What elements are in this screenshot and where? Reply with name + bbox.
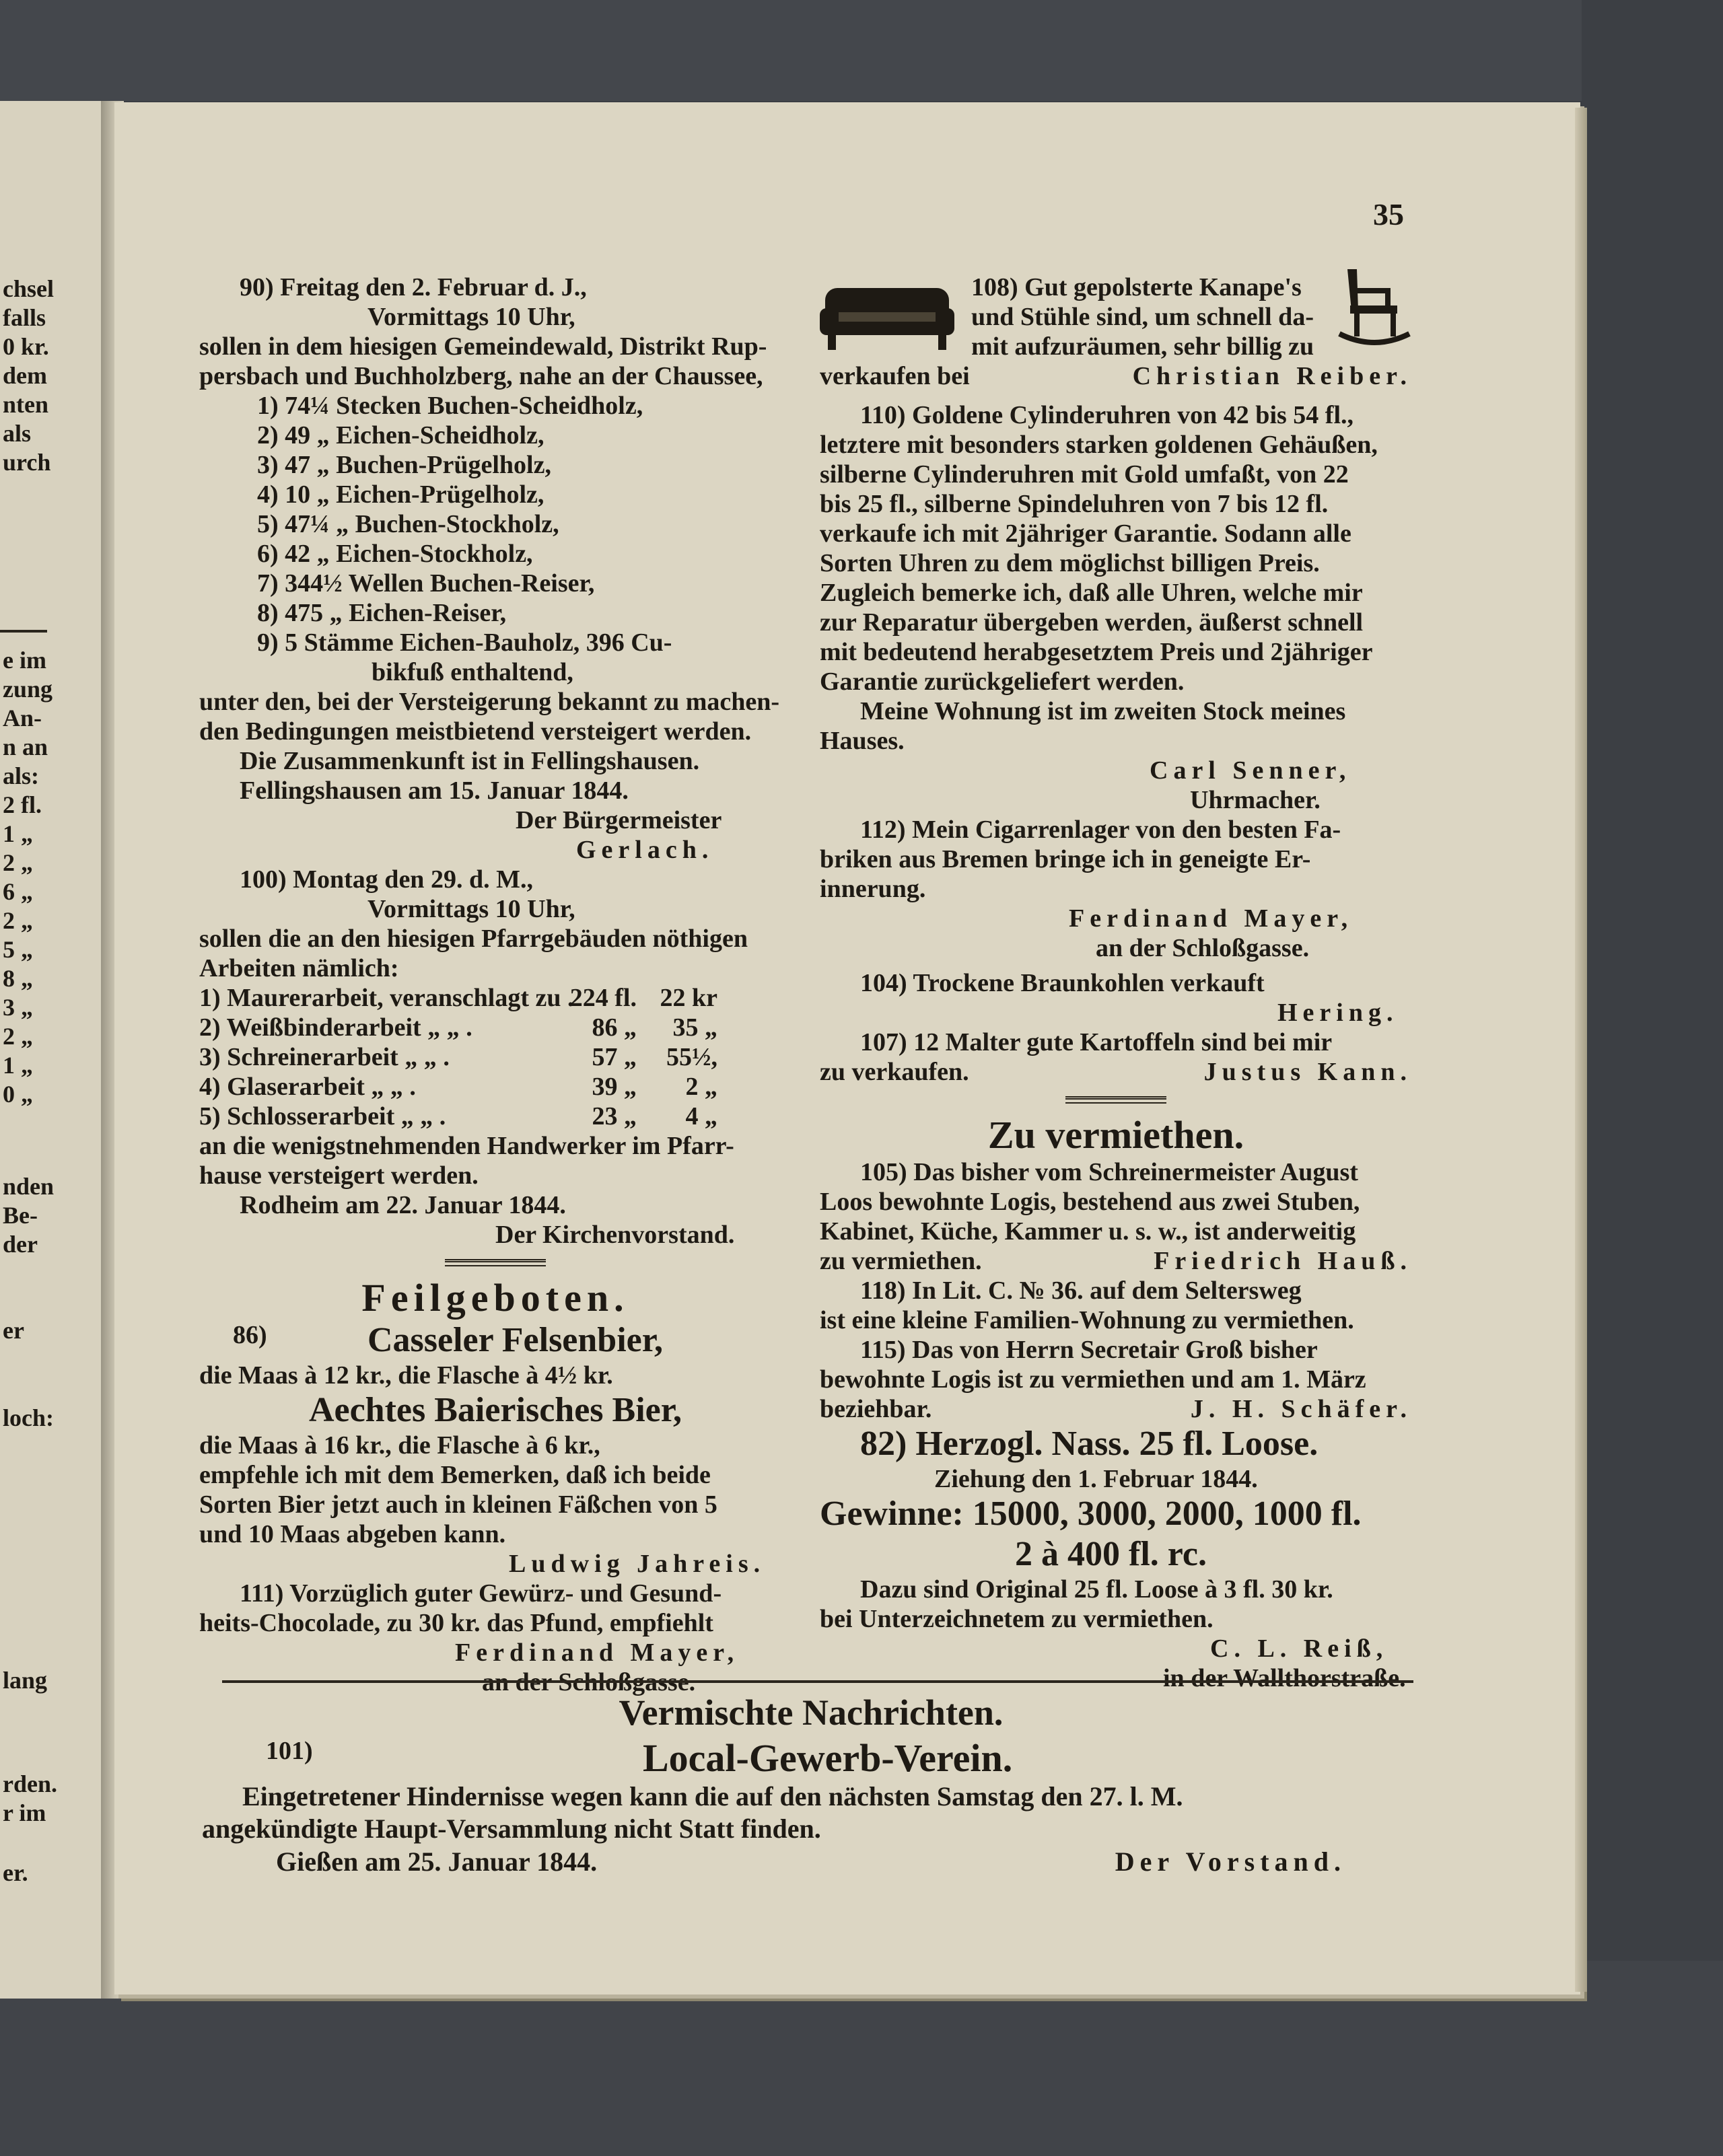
ad-90-line: den Bedingungen meistbietend versteigert werden. [199, 717, 752, 746]
ad-105-last-row [820, 1246, 1412, 1276]
cost-table-cell: 57 „ [592, 1043, 637, 1071]
ad-100-line: 100) Montag den 29. d. M., [240, 865, 533, 894]
ad-100-cost-table [199, 983, 792, 1131]
cost-table-cell: 55½, [666, 1043, 717, 1071]
ad-115-line: beziehbar. [820, 1395, 932, 1423]
ad-90-signature: Der Bürgermeister [516, 806, 722, 834]
ad-101-last-row [202, 1845, 1420, 1879]
ad-105-line: Loos bewohnte Logis, bestehend aus zwei Stuben, [820, 1188, 1360, 1216]
ad-101-line: angekündigte Haupt-Versammlung nicht Statt finden. [202, 1813, 821, 1844]
ad-100 [199, 865, 792, 1250]
ad-86-signature: Ludwig Jahreis. [509, 1550, 766, 1578]
section-rule [222, 1680, 1413, 1683]
section-heading-zu-vermiethen: Zu vermiethen. [987, 1113, 1244, 1157]
cost-table-cell: 224 fl. [569, 984, 637, 1012]
ad-112-signature: an der Schloßgasse. [1096, 934, 1310, 962]
left-fragment-block-h [3, 1859, 28, 1888]
ad-100-line: an die wenigstnehmenden Handwerker im Pfarr- [199, 1132, 734, 1160]
ad-105-line: zu vermiethen. [820, 1247, 982, 1275]
ad-111-line: 111) Vorzüglich guter Gewürz- und Gesund- [240, 1579, 722, 1608]
ad-112-signature: Ferdinand Mayer, [1069, 904, 1353, 933]
ad-82 [820, 1424, 1412, 1693]
ad-105-line: Kabinet, Küche, Kammer u. s. w., ist anderweitig [820, 1217, 1356, 1246]
text-line: 3) 47 „ Buchen-Prügelholz, [257, 451, 551, 479]
ad-90-line: Fellingshausen am 15. Januar 1844. [240, 777, 629, 805]
left-fragment-line: n an [3, 733, 48, 760]
left-fragment-line: An- [3, 705, 42, 731]
cost-table-cell: 4 „ [685, 1102, 717, 1130]
ad-100-line: Arbeiten nämlich: [199, 954, 399, 982]
text-line: 9) 5 Stämme Eichen-Bauholz, 396 Cu- [257, 628, 672, 657]
text-line: 110) Goldene Cylinderuhren von 42 bis 54 fl., [860, 401, 1354, 429]
ad-118-line: 118) In Lit. C. № 36. auf dem Seltersweg [860, 1277, 1302, 1305]
left-fragment-line: loch: [3, 1404, 54, 1431]
text-line: mit bedeutend herabgesetztem Preis und 2jähriger [820, 638, 1373, 666]
scan-background-right [1582, 0, 1723, 2156]
ad-101-signature: Der Vorstand. [1115, 1846, 1346, 1877]
left-fragment-line: rden. [3, 1770, 57, 1797]
left-fragment-line: dem [3, 362, 47, 389]
ad-82-prizes: 2 à 400 fl. rc. [1015, 1535, 1207, 1573]
ad-107 [820, 1028, 1412, 1087]
ad-90-line: sollen in dem hiesigen Gemeindewald, Distrikt Rup- [199, 332, 767, 361]
page-number: 35 [1373, 197, 1404, 231]
ad-104-line: 104) Trockene Braunkohlen verkauft [860, 969, 1265, 997]
cost-table-cell: 4) Glaserarbeit „ „ . [199, 1073, 416, 1101]
cost-table-row [199, 983, 792, 1013]
ad-90-line: unter den, bei der Versteigerung bekannt zu machen- [199, 688, 780, 716]
ad-86-number: 86) [233, 1321, 267, 1349]
ad-101-line: Eingetretener Hindernisse wegen kann die auf den nächsten Samstag den 27. l. M. [242, 1781, 1183, 1811]
ad-90-line: Die Zusammenkunft ist in Fellingshausen. [240, 747, 700, 775]
cost-table-cell: 22 kr [660, 984, 717, 1012]
left-fragment-line: als: [3, 762, 39, 789]
left-fragment-line: 0 kr. [3, 333, 49, 360]
ad-82-prizes: Gewinne: 15000, 3000, 2000, 1000 fl. [820, 1495, 1362, 1533]
scan-background-top [0, 0, 1723, 101]
left-fragment-line: 3 „ [3, 994, 33, 1021]
ad-111 [199, 1579, 792, 1697]
ad-82-title: 82) Herzogl. Nass. 25 fl. Loose. [860, 1425, 1318, 1463]
ad-118 [820, 1276, 1412, 1335]
section-heading-feilgeboten: Feilgeboten. [361, 1276, 629, 1320]
ad-111-signature: Ferdinand Mayer, [455, 1639, 740, 1667]
ad-105-signature: Friedrich Hauß. [1154, 1247, 1412, 1275]
ad-108-line: mit aufzuräumen, sehr billig zu [971, 332, 1314, 361]
left-fragment-block-a [3, 275, 54, 477]
ad-108 [820, 273, 1412, 391]
ad-115-line: 115) Das von Herrn Secretair Groß bisher [860, 1336, 1318, 1364]
text-line: Meine Wohnung ist im zweiten Stock meines [860, 697, 1346, 725]
cost-table-cell: 2) Weißbinderarbeit „ „ . [199, 1013, 472, 1042]
left-fragment-line: lang [3, 1667, 48, 1694]
text-line: 7) 344½ Wellen Buchen-Reiser, [257, 569, 595, 598]
left-fragment-line: e im [3, 647, 46, 674]
cost-table-cell: 39 „ [592, 1073, 637, 1101]
ad-107-line: 107) 12 Malter gute Kartoffeln sind bei mir [860, 1028, 1333, 1056]
ad-86-title-2: Aechtes Baierisches Bier, [308, 1391, 682, 1429]
ad-86-line: Sorten Bier jetzt auch in kleinen Fäßchen von 5 [199, 1490, 717, 1519]
left-fragment-line: als [3, 420, 32, 447]
ad-86-line: die Maas à 12 kr., die Flasche à 4½ kr. [199, 1361, 613, 1390]
ad-108-signature: Christian Reiber. [1132, 362, 1412, 390]
ad-105 [820, 1157, 1412, 1276]
left-fragment-line: Be- [3, 1202, 38, 1229]
left-fragment-line: 2 „ [3, 1023, 33, 1050]
left-fragment-block-b [3, 646, 52, 1109]
cost-table-row [199, 1072, 792, 1102]
ad-86-title: Casseler Felsenbier, [367, 1321, 664, 1359]
text-line: Garantie zurückgeliefert werden. [820, 668, 1185, 696]
left-fragment-line: chsel [3, 275, 54, 302]
cost-table-cell: 86 „ [592, 1013, 637, 1042]
left-fragment-line: er. [3, 1859, 28, 1886]
left-fragment-line: 0 „ [3, 1081, 33, 1108]
ad-86-line: und 10 Maas abgeben kann. [199, 1520, 506, 1548]
ad-107-line: zu verkaufen. [820, 1058, 969, 1086]
ad-90 [199, 273, 792, 865]
text-line: verkaufe ich mit 2jähriger Garantie. Sodann alle [820, 519, 1351, 548]
left-fragment-line: er [3, 1317, 24, 1344]
text-line: Sorten Uhren zu dem möglichst billigen Preis. [820, 549, 1320, 577]
ad-115 [820, 1335, 1412, 1424]
left-fragment-rule [0, 630, 47, 633]
ad-101-line: Gießen am 25. Januar 1844. [276, 1846, 598, 1877]
ad-112-line: 112) Mein Cigarrenlager von den besten Fa- [860, 816, 1341, 844]
ad-82-line: Dazu sind Original 25 fl. Loose à 3 fl. 30 kr. [860, 1575, 1333, 1604]
left-fragment-line: 6 „ [3, 878, 33, 905]
left-fragment-block-f [3, 1666, 47, 1695]
left-fragment-block-e [3, 1404, 54, 1433]
ad-90-line: 90) Freitag den 2. Februar d. J., [240, 273, 587, 301]
ad-82-line: bei Unterzeichnetem zu vermiethen. [820, 1605, 1214, 1633]
left-fragment-line: 2 „ [3, 907, 33, 934]
ad-82-line: Ziehung den 1. Februar 1844. [934, 1465, 1258, 1493]
cost-table-cell: 3) Schreinerarbeit „ „ . [199, 1043, 450, 1071]
left-fragment-line: 1 „ [3, 820, 33, 847]
ad-108-line: 108) Gut gepolsterte Kanape's [971, 273, 1302, 301]
ad-110 [820, 400, 1412, 756]
text-line: bis 25 fl., silberne Spindeluhren von 7 bis 12 fl. [820, 490, 1329, 518]
left-fragment-line: nden [3, 1173, 55, 1200]
ad-100-line: Vormittags 10 Uhr, [367, 895, 575, 923]
ad-112 [820, 815, 1412, 963]
ad-100-line: Rodheim am 22. Januar 1844. [240, 1191, 566, 1219]
ad-112-line: innerung. [820, 875, 926, 903]
left-fragment-line: 1 „ [3, 1052, 33, 1079]
column-right [820, 273, 1412, 1693]
left-fragment-line: zung [3, 676, 53, 703]
section-heading-vermischte-nachrichten: Vermischte Nachrichten. [619, 1692, 1004, 1733]
text-line: 5) 47¼ „ Buchen-Stockholz, [257, 510, 559, 538]
ad-86-title-row [199, 1320, 792, 1361]
page-edge [1575, 108, 1587, 1992]
ad-100-line: sollen die an den hiesigen Pfarrgebäuden nöthigen [199, 925, 748, 953]
left-fragment-line: falls [3, 304, 46, 331]
ad-101-number: 101) [266, 1737, 313, 1765]
ad-105-line: 105) Das bisher vom Schreinermeister August [860, 1158, 1358, 1186]
ad-104 [820, 968, 1412, 1028]
ad-86 [199, 1320, 792, 1579]
left-fragment-block-c [3, 1172, 54, 1259]
column-left [199, 273, 792, 1697]
ad-100-signature: Der Kirchenvorstand. [495, 1221, 735, 1249]
left-fragment-line: 2 „ [3, 849, 33, 876]
left-fragment-block-d [3, 1316, 24, 1345]
text-line: 1) 74¼ Stecken Buchen-Scheidholz, [257, 392, 643, 420]
text-line: 8) 475 „ Eichen-Reiser, [257, 599, 507, 627]
ad-115-last-row [820, 1394, 1412, 1424]
bottom-section [202, 1689, 1420, 1879]
ad-108-line: und Stühle sind, um schnell da- [971, 303, 1314, 331]
left-fragment-line: 2 fl. [3, 791, 42, 818]
ad-110-signature: Uhrmacher. [1190, 786, 1321, 814]
left-fragment-line: der [3, 1231, 38, 1258]
ad-107-last-row [820, 1057, 1412, 1087]
ad-115-signature: J. H. Schäfer. [1190, 1395, 1412, 1423]
ad-90-line: persbach und Buchholzberg, nahe an der Chaussee, [199, 362, 763, 390]
section-divider [445, 1259, 546, 1266]
cost-table-cell: 5) Schlosserarbeit „ „ . [199, 1102, 446, 1130]
ad-118-line: ist eine kleine Familien-Wohnung zu vermiethen. [820, 1306, 1354, 1334]
ad-90-signature: Gerlach. [576, 836, 714, 864]
text-line: silberne Cylinderuhren mit Gold umfaßt, von 22 [820, 460, 1349, 489]
ad-100-line: hause versteigert werden. [199, 1161, 479, 1190]
ad-108-line: verkaufen bei [820, 362, 970, 390]
cost-table-cell: 2 „ [685, 1073, 717, 1101]
ad-82-signature: in der Wallthorstraße. [1163, 1664, 1406, 1692]
cost-table-cell: 1) Maurerarbeit, veranschlagt zu . [199, 984, 574, 1012]
cost-table-row [199, 1042, 792, 1072]
ad-107-signature: Justus Kann. [1203, 1058, 1412, 1086]
text-line: bikfuß enthaltend, [372, 658, 573, 686]
ad-112-line: briken aus Bremen bringe ich in geneigte Er- [820, 845, 1311, 873]
left-fragment-line: r im [3, 1799, 46, 1826]
ad-111-line: heits-Chocolade, zu 30 kr. das Pfund, empfiehlt [199, 1609, 713, 1637]
section-divider [1065, 1096, 1166, 1104]
ad-115-line: bewohnte Logis ist zu vermiethen und am 1. März [820, 1365, 1366, 1394]
text-line: 6) 42 „ Eichen-Stockholz, [257, 540, 533, 568]
ad-104-signature: Hering. [1277, 999, 1399, 1027]
text-line: 2) 49 „ Eichen-Scheidholz, [257, 421, 544, 450]
ad-82-signature: C. L. Reiß, [1210, 1634, 1388, 1663]
left-fragment-line: nten [3, 391, 49, 418]
cost-table-cell: 23 „ [592, 1102, 637, 1130]
text-line: letztere mit besonders starken goldenen Gehäußen, [820, 431, 1378, 459]
ad-108-last-row [820, 361, 1412, 391]
left-fragment-block-g [3, 1770, 57, 1828]
ad-90-line: Vormittags 10 Uhr, [367, 303, 575, 331]
text-line: Hauses. [820, 727, 905, 755]
cost-table-cell: 35 „ [672, 1013, 717, 1042]
ad-101-title: Local-Gewerb-Verein. [643, 1736, 1013, 1780]
ad-86-line: empfehle ich mit dem Bemerken, daß ich beide [199, 1461, 711, 1489]
cost-table-row [199, 1102, 792, 1131]
cost-table-row [199, 1013, 792, 1042]
ad-110-signature: Carl Senner, [1150, 756, 1351, 785]
ad-90-wood-list [199, 391, 792, 687]
ad-86-line: die Maas à 16 kr., die Flasche à 6 kr., [199, 1431, 600, 1460]
text-line: 4) 10 „ Eichen-Prügelholz, [257, 480, 544, 509]
text-line: zur Reparatur übergeben werden, äußerst schnell [820, 608, 1364, 637]
ad-111-signature: an der Schloßgasse. [482, 1668, 696, 1696]
left-page-fragment [0, 101, 113, 1999]
left-fragment-line: 5 „ [3, 936, 33, 963]
ad-101-title-row [202, 1736, 1420, 1781]
left-fragment-line: urch [3, 449, 51, 476]
left-fragment-line: 8 „ [3, 965, 33, 992]
text-line: Zugleich bemerke ich, daß alle Uhren, welche mir [820, 579, 1363, 607]
